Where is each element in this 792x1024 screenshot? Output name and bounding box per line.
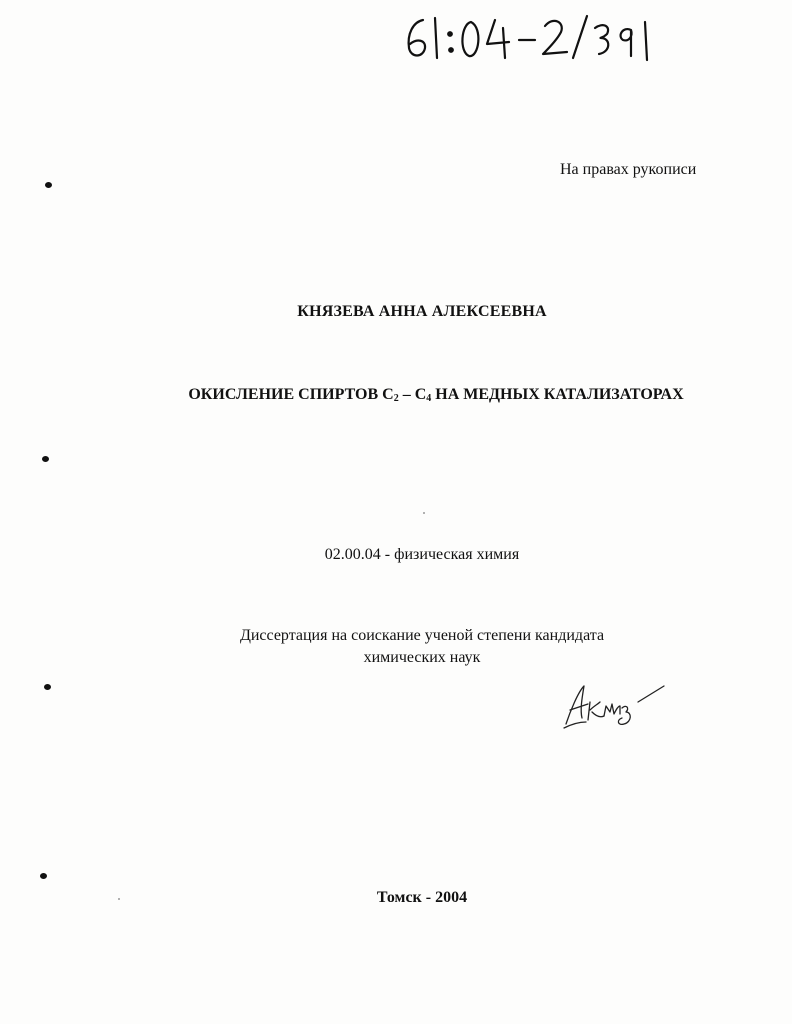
title-part2: НА МЕДНЫХ КАТАЛИЗАТОРАХ bbox=[431, 386, 684, 403]
punch-hole bbox=[40, 873, 47, 879]
dissertation-statement bbox=[0, 625, 792, 669]
city-year: Томск - 2004 bbox=[376, 889, 468, 906]
dissertation-line-1: Диссертация на соискание ученой степени кандидата bbox=[239, 627, 605, 644]
author-signature bbox=[560, 672, 670, 732]
title-subscript-4: 4 bbox=[426, 393, 432, 404]
scan-speck bbox=[423, 512, 425, 514]
punch-hole bbox=[42, 456, 49, 462]
archive-number bbox=[395, 8, 655, 68]
title-subscript-2: 2 bbox=[393, 393, 399, 404]
scan-speck bbox=[118, 898, 120, 900]
author-name: КНЯЗЕВА АННА АЛЕКСЕЕВНА bbox=[297, 303, 547, 320]
punch-hole bbox=[45, 182, 52, 188]
handwritten-archive-number bbox=[395, 8, 655, 68]
punch-hole bbox=[44, 684, 51, 690]
dissertation-line-2: химических наук bbox=[363, 649, 481, 666]
title-dash: – С bbox=[398, 386, 427, 403]
dissertation-title bbox=[0, 386, 792, 404]
rights-note: На правах рукописи bbox=[560, 161, 697, 178]
specialty-code: 02.00.04 - физическая химия bbox=[324, 546, 520, 563]
signature-icon bbox=[560, 672, 670, 732]
title-part1: ОКИСЛЕНИЕ СПИРТОВ С bbox=[188, 386, 394, 403]
